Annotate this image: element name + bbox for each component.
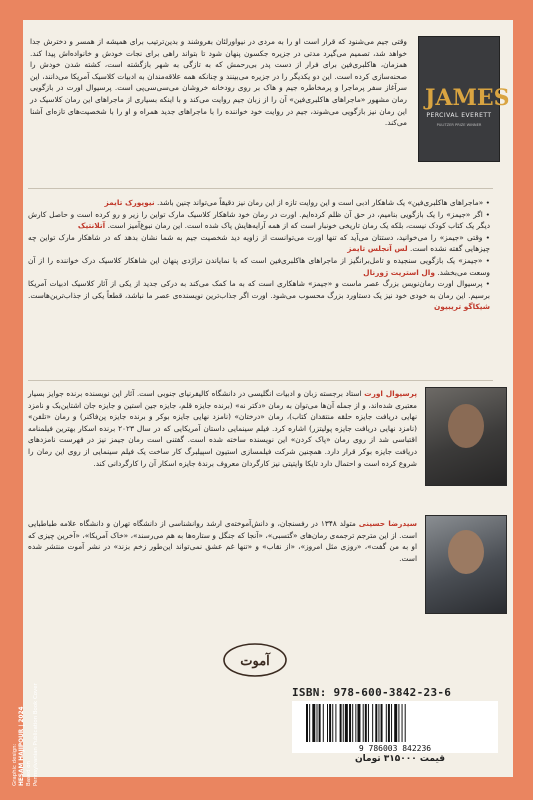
barcode-digits: 9 786003 842236 <box>358 744 432 753</box>
quote-item: • «جیمز» یک بازگویی سنجیده و تامل‌برانگیز از ماجراهای هاکلبری‌فین است که با نمایاندن تراژدی پنهان این شاهکار کلاسیک درک خواننده را از آن وسعت می‌بخشد. وال استریت ژورنال <box>28 255 490 277</box>
quote-source: وال استریت ژورنال <box>363 267 435 277</box>
quote-item: • «ماجراهای هاکلبری‌فین» یک شاهکار ادبی است و این روایت تازه از این رمان نیز دقیقاً می‌تواند چنین باشد. نیویورک تایمز <box>104 198 490 207</box>
quote-text: پرسیوال اورت رمان‌نویس بزرگ عصر ماست و «جیمز» شاهکاری است که به ما کمک می‌کند به درکی جدید از یکی از آثار کلاسیک ادبیات آمریکا برسیم. این رمان به خودی خود نیز یک دستاورد بزرگ محسوب می‌شود. اورت اگر جذاب‌ترین نویسنده‌ی عصر ما نباشد، قطعاً یکی از جذاب‌ترین‌هاست. <box>28 279 490 300</box>
quote-text: اگر «جیمز» را یک بازگویی بنامیم، در حق آن ظلم کرده‌ایم. اورت در رمان خود شاهکار کلاسیک مارک تواین را زیر و رو کرده است و حاصل کارش دیگر یک کتاب کودک نیست، بلکه یک رمان تاریخی خونبار است که از همه آرایه‌هایش پاک شده است. این رمان نبوغ‌آمیز است. <box>28 209 490 231</box>
quote-item: • وقتی «جیمز» را می‌خوانید، دستتان می‌آید که تنها اورت می‌توانست از زاویه دید شخصیت جیم به شما نشان بدهد که در شاهکار مارک تواین چه چیزهایی گفته نشده است. لس آنجلس تایمز <box>28 232 490 254</box>
divider <box>28 188 493 189</box>
thumbnail-title: JAMES <box>425 85 510 111</box>
credit-line: HESAM HAJIPOUR | 2024 <box>19 706 25 786</box>
quote-item: • اگر «جیمز» را یک بازگویی بنامیم، در حق آن ظلم کرده‌ایم. اورت در رمان خود شاهکار کلاسیک مارک تواین را زیر و رو کرده است و حاصل کارش دیگر یک کتاب کودک نیست، بلکه یک رمان تاریخی خونبار است که از همه آرایه‌هایش پاک شده است. این رمان نبوغ‌آمیز است. آتلانتیک <box>28 209 490 231</box>
quote-text: وقتی «جیمز» را می‌خوانید، دستتان می‌آید که تنها اورت می‌توانست از زاویه دید شخصیت جیم به شما نشان بدهد که در شاهکار مارک تواین چه چیزهایی گفته نشده است. <box>28 232 490 254</box>
translator-photo <box>425 515 507 614</box>
design-credits <box>12 683 40 786</box>
thumbnail-award: PULITZER PRIZE WINNER <box>436 123 482 127</box>
credit-line: Based on <box>26 761 32 786</box>
quote-item: • پرسیوال اورت رمان‌نویس بزرگ عصر ماست و «جیمز» شاهکاری است که به ما کمک می‌کند به درکی جدید از یکی از آثار کلاسیک ادبیات آمریکا برسیم. این رمان به خودی خود نیز یک دستاورد بزرگ محسوب می‌شود. اورت اگر جذاب‌ترین نویسنده‌ی عصر ما نباشد، قطعاً یکی از جذاب‌ترین‌هاست. شیکاگو تریبیون <box>28 279 490 312</box>
synopsis: وقتی جیم می‌شنود که قرار است او را به مردی در نیواورلئان بفروشند و بدین‌ترتیب برای همیشه از همسر و دخترش جدا خواهد شد، تصمیم می‌گیرد مدتی در جزیره جکسون پنهان شود تا بتواند راهی برای نجات خودش و خانواده‌اش پیدا کند. همزمان، هاکلبری‌فین برای فرار از دست پدر بی‌رحمش که به تازگی به شهر بازگشته است، کشته شدن خودش را صحنه‌سازی کرده است. این دو یکدیگر را در جزیره می‌بینند و چنانکه همه علاقه‌مندان به ادبیات کلاسیک آمریکا می‌دانند، این سرآغاز سفر پرماجرا و پرمخاطره جیم و هاک بر روی رودخانه خروشان می‌سی‌سی‌پی است. پرسیوال اورت در بازگویی رمان مشهور «ماجراهای هاکلبری‌فین» آن را از زبان جیم روایت می‌کند و با اینکه بسیاری از ماجراهای این رمان کلاسیک در این رمان نیز بازگویی می‌شوند، جیم در روایت خود خواننده را با ماجراهای جدید همراه و او را با شخصیت‌های تازه‌ای آشنا می‌کند. <box>30 37 407 128</box>
author-bio <box>28 388 417 469</box>
barcode <box>292 701 498 753</box>
translator-bio-text: متولد ۱۳۴۸ در رفسنجان، و دانش‌آموخته‌ی ارشد روانشناسی از دانشگاه تهران و دانشگاه علامه طباطبایی است. از این مترجم ترجمه‌ی رمان‌های «گتسبی»، «آنجا که جنگل و ستاره‌ها به هم می‌رسند»، «خاک آمریکا»، «آخرین چیزی که او به من گفت»، «روزی مثل امروز»، «از نقاب» و «تنها غم عشق نمی‌تواند این‌طور زخم بزند» در نشر آموت منتشر شده است. <box>28 519 417 563</box>
author-name: پرسیوال اورت <box>364 389 417 398</box>
divider <box>28 380 493 381</box>
quote-source: لس آنجلس تایمز <box>347 244 408 254</box>
author-bio-text: استاد برجسته زبان و ادبیات انگلیسی در دانشگاه کالیفرنیای جنوبی است. آثار این نویسنده برنده جوایز بسیار معتبری شده‌اند، و از جمله آن‌ها می‌توان به رمان «دکتر نه» (برنده جایزه قلم، جایزه جین استین و جایزه جان اشتاین‌بک و نامزد نهایی دریافت جایزه حلقه منتقدان کتاب)، رمان «درختان» (نامزد نهایی جایزه بوکر و برنده جایزه پن‌فاکنر) و رمان «تلفن» (نامزد نهایی دریافت جایزه پولیتزر) اشاره کرد. فیلم سینمایی داستان آمریکایی که در سال ۲۰۲۳ برنده اسکار بهترین فیلمنامه اقتباسی شد از روی رمان «پاک کردن» این نویسنده ساخته شده است. گفتنی است رمان جیمز نیز در فهرست نامزدهای دریافت جایزه بوکر قرار دارد. همچنین شرکت فیلمسازی استیون اسپیلبرگ کار ساخت یک فیلم سینمایی از روی این رمان را شروع کرده است و احتمال دارد تایکا وایتیتی نیز کارگردان معروف برندهٔ جایزه اسکار آن را کارگردانی کند. <box>28 389 417 468</box>
credit-line: Graphic design: <box>12 743 18 786</box>
translator-name: سیدرضا حسینی <box>358 519 417 528</box>
credit-line: Pennsylvanian Publication Book Cover <box>33 683 39 786</box>
quote-text: «ماجراهای هاکلبری‌فین» یک شاهکار ادبی است و این روایت تازه از این رمان نیز دقیقاً می‌تواند چنین باشد. <box>156 198 484 207</box>
thumbnail-author: PERCIVAL EVERETT <box>426 112 492 119</box>
quote-text: «جیمز» یک بازگویی سنجیده و تامل‌برانگیز از ماجراهای هاکلبری‌فین است که با نمایاندن تراژدی پنهان این شاهکار کلاسیک درک خواننده را از آن وسعت می‌بخشد. <box>28 255 490 277</box>
author-photo <box>425 387 507 486</box>
isbn: ISBN: 978-600-3842-23-6 <box>292 686 452 699</box>
front-cover-thumbnail <box>418 36 510 162</box>
price: قیمت ۳۱۵۰۰۰ تومان <box>354 754 446 764</box>
publisher-logo-text: آموت <box>240 654 270 669</box>
translator-bio <box>28 518 417 564</box>
quote-source: آتلانتیک <box>77 221 106 231</box>
review-quotes <box>28 197 490 313</box>
quote-source: نیویورک تایمز <box>104 198 155 207</box>
quote-source: شیکاگو تریبیون <box>434 302 490 312</box>
publisher-logo <box>222 642 288 678</box>
